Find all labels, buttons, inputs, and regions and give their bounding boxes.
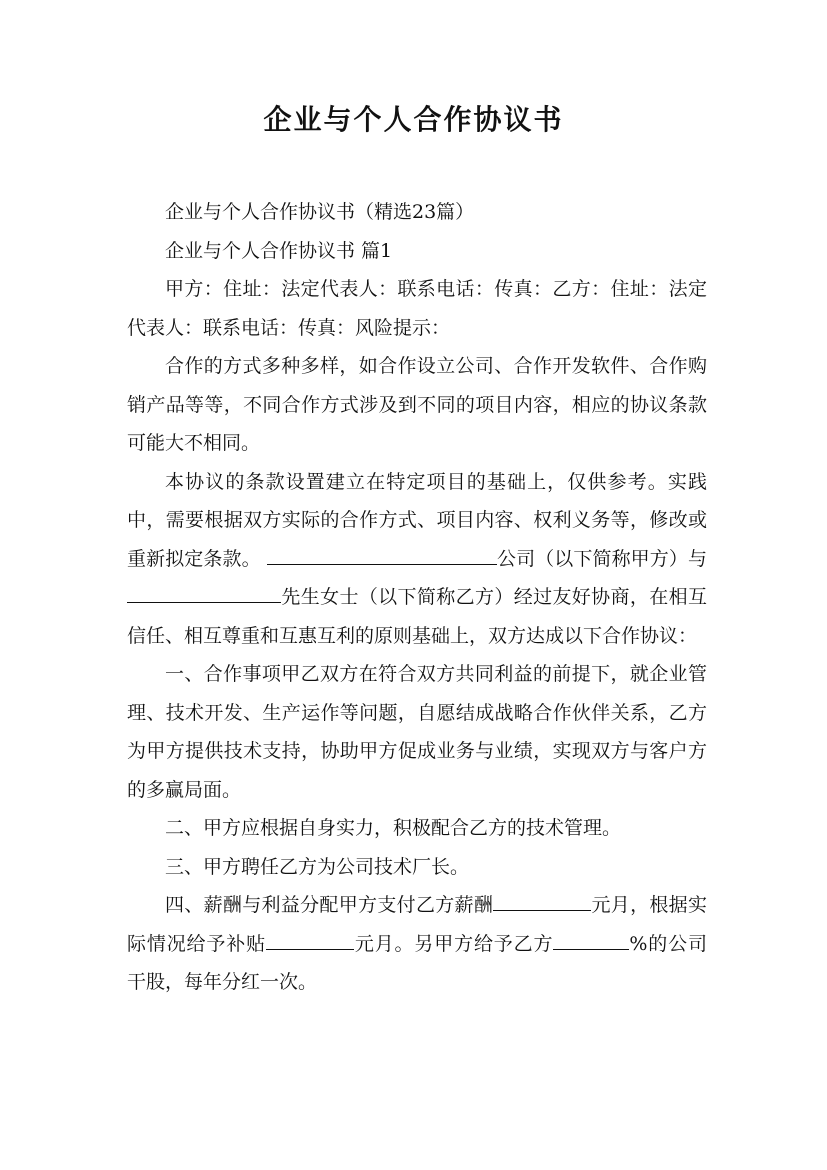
parties-paragraph: 甲方：住址：法定代表人：联系电话：传真：乙方：住址：法定代表人：联系电话：传真：风险提示： [127,278,707,339]
risk-paragraph-2-part-a: 本协议的条款设置建立在特定项目的基础上，仅供参考。实践中，需要根据双方实际的合作方式、项目内容、权利义务等，修改或重新拟定条款。 [127,470,707,570]
clause-2-paragraph: 二、甲方应根据自身实力，积极配合乙方的技术管理。 [165,817,622,839]
clause-4-paragraph [127,886,707,1002]
clause-4-part-b: 元月，根据实际情况给予补贴 [127,894,707,955]
clause-1-paragraph: 一、合作事项甲乙双方在符合双方共同利益的前提下，就企业管理、技术开发、生产运作等问题，自愿结成战略合作伙伴关系，乙方为甲方提供技术支持，协助甲方促成业务与业绩，实现双方与客户方的多赢局面。 [127,663,707,801]
risk-paragraph-2 [127,463,707,656]
subtitle-paragraph: 企业与个人合作协议书（精选23篇） [165,201,475,223]
document-title: 企业与个人合作协议书 [263,103,564,136]
share-percent-blank [553,929,629,950]
clause-4-part-c: 元月。另甲方给予乙方 [353,932,554,955]
clause-4-part-d: %的公司干股，每年分红一次。 [127,932,707,993]
document-body [127,193,707,1002]
clause-4-part-a: 四、薪酬与利益分配甲方支付乙方薪酬 [165,894,494,916]
risk-paragraph-2-part-c: 先生女士（以下简称乙方）经过友好协商，在相互信任、相互尊重和互惠互利的原则基础上，双方达成以下合作协议： [127,586,707,647]
risk-paragraph-1: 合作的方式多种多样，如合作设立公司、合作开发软件、合作购销产品等等，不同合作方式涉及到不同的项目内容，相应的协议条款可能大不相同。 [127,355,707,454]
subsidy-blank [266,929,354,950]
risk-paragraph-2-part-b: 公司（以下简称甲方）与 [496,547,707,570]
company-name-blank [267,544,497,565]
salary-blank [493,890,591,911]
person-name-blank [127,582,281,603]
article-heading: 企业与个人合作协议书 篇1 [165,239,393,262]
clause-3-paragraph: 三、甲方聘任乙方为公司技术厂长。 [165,855,470,878]
